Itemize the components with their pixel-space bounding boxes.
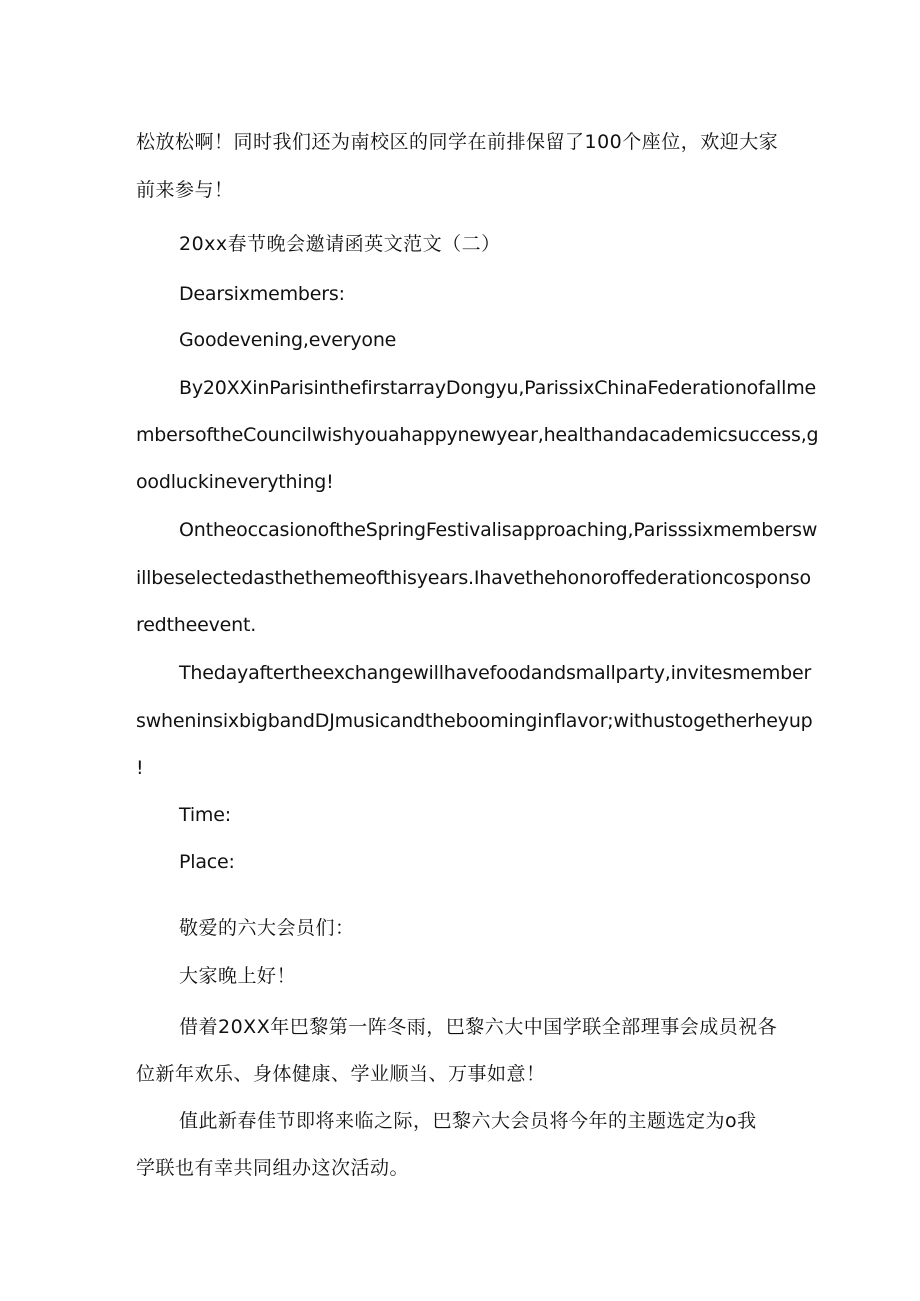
body-text-line: oodluckineverything!: [136, 471, 334, 493]
body-text-line: By20XXinParisinthefirstarrayDongyu,ParissixChinaFederationofallme: [179, 377, 816, 399]
body-text-line: 位新年欢乐、身体健康、学业顺当、万事如意！: [136, 1063, 546, 1085]
body-text-line: illbeselectedasthethemeofthisyears.Ihavethehonoroffederationcosponso: [136, 567, 811, 589]
time-label: Time:: [179, 804, 231, 826]
greeting-line: 大家晚上好！: [179, 965, 297, 987]
body-text-line: 学联也有幸共同组办这次活动。: [136, 1157, 410, 1179]
body-text-line: !: [136, 757, 144, 779]
section-heading: 20xx春节晚会邀请函英文范文（二）: [179, 233, 501, 255]
body-text-line: mbersoftheCouncilwishyouahappynewyear,healthandacademicsuccess,g: [136, 424, 819, 446]
salutation-line: Dearsixmembers:: [179, 283, 345, 305]
body-text-line: redtheevent.: [136, 614, 257, 636]
body-text-line: 借着20XX年巴黎第一阵冬雨，巴黎六大中国学联全部理事会成员祝各: [179, 1016, 778, 1038]
body-text-line: 前来参与！: [136, 179, 234, 201]
place-label: Place:: [179, 851, 235, 873]
body-text-line: Thedayaftertheexchangewillhavefoodandsmallparty,invitesmember: [179, 662, 812, 684]
greeting-line: Goodevening,everyone: [179, 329, 397, 351]
body-text-line: swheninsixbigbandDJmusicandtheboominginflavor;withustogetherheyup: [136, 710, 813, 732]
body-text-line: 值此新春佳节即将来临之际，巴黎六大会员将今年的主题选定为o我: [179, 1110, 757, 1132]
body-text-line: 松放松啊！同时我们还为南校区的同学在前排保留了100个座位，欢迎大家: [136, 131, 779, 153]
salutation-line: 敬爱的六大会员们：: [179, 917, 355, 939]
body-text-line: OntheoccasionoftheSpringFestivalisapproaching,Parisssixmembersw: [179, 519, 818, 541]
